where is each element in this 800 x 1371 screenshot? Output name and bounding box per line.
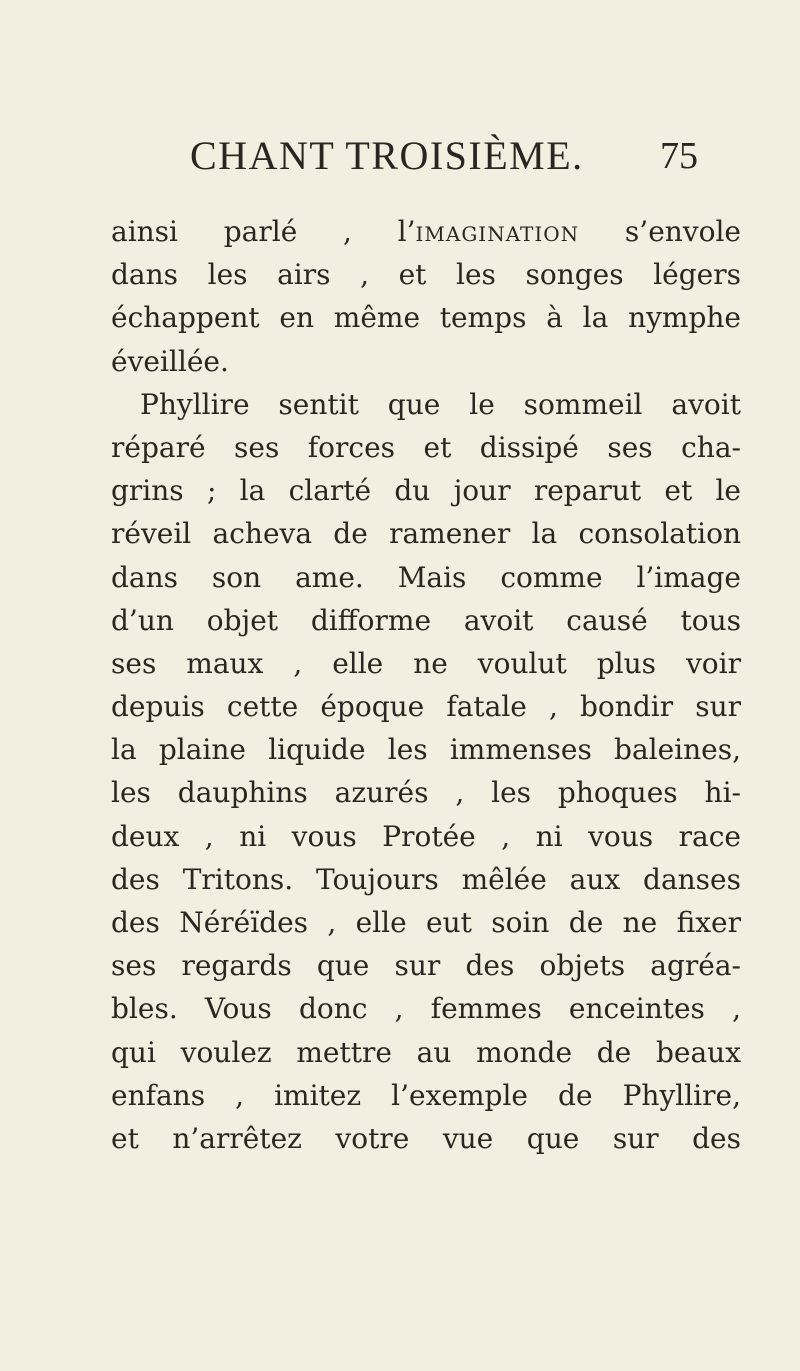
text-line: des Néréïdes , elle eut soin de ne fixer: [111, 906, 741, 939]
text-line: dans les airs , et les songes légers: [111, 258, 741, 292]
text-segment: ainsi parlé , l’: [111, 215, 416, 248]
text-line: enfans , imitez l’exemple de Phyllire,: [111, 1078, 741, 1112]
text-line: réparé ses forces et dissipé ses cha-: [111, 430, 741, 464]
text-line: ses maux , elle ne voulut plus voir: [111, 646, 741, 680]
text-line: depuis cette époque fatale , bondir sur: [111, 690, 741, 724]
text-line: les dauphins azurés , les phoques hi-: [111, 776, 741, 810]
page-number: 75: [660, 135, 698, 177]
text-line: réveil acheva de ramener la consolation: [111, 517, 741, 551]
text-line: ses regards que sur des objets agréa-: [111, 949, 741, 983]
running-head: [190, 132, 730, 192]
text-line: grins ; la clarté du jour reparut et le: [111, 474, 741, 508]
chapter-title: CHANT TROISIÈME.: [190, 133, 584, 178]
body-text: [111, 210, 741, 1160]
text-line: échappent en même temps à la nymphe: [111, 301, 741, 335]
text-line: d’un objet difforme avoit causé tous: [111, 603, 741, 637]
text-line: deux , ni vous Protée , ni vous race: [111, 819, 741, 853]
small-caps-word: imagination: [415, 215, 580, 248]
text-segment: s’envole: [579, 215, 741, 248]
text-line: la plaine liquide les immenses baleines,: [111, 733, 741, 767]
text-line: bles. Vous donc , femmes enceintes ,: [111, 992, 741, 1026]
text-line: éveillée.: [111, 344, 229, 378]
paragraph-first-line: Phyllire sentit que le sommeil avoit: [140, 387, 741, 421]
text-line: dans son ame. Mais comme l’image: [111, 560, 741, 594]
text-line: et n’arrêtez votre vue que sur des: [111, 1121, 741, 1155]
text-line: [111, 210, 741, 253]
text-line: qui voulez mettre au monde de beaux: [111, 1035, 741, 1069]
text-line: des Tritons. Toujours mêlée aux danses: [111, 862, 741, 896]
